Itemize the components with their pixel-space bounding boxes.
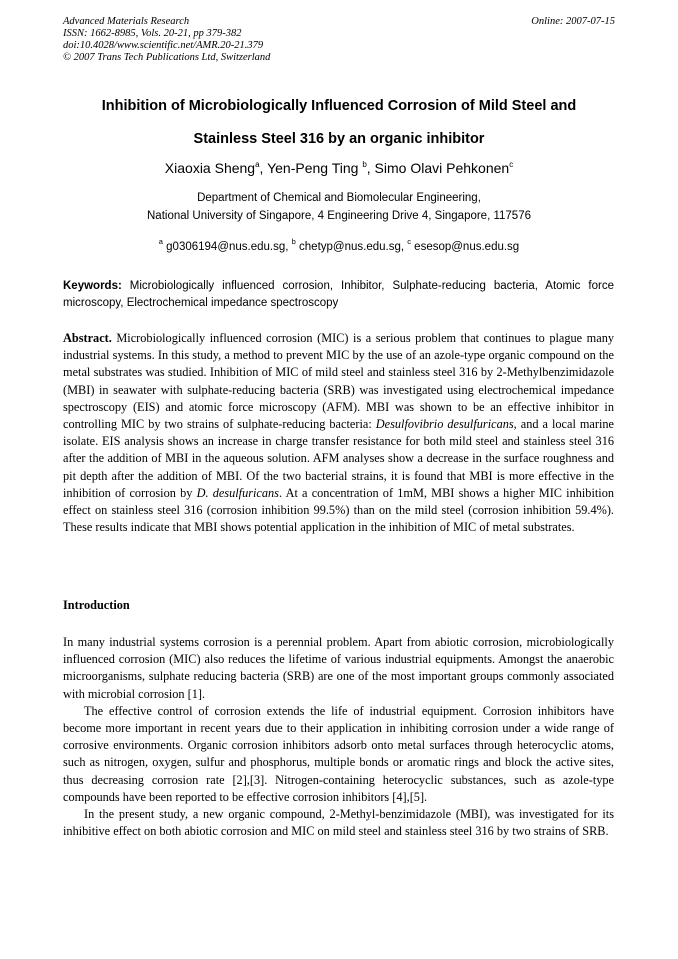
email-list [40, 237, 638, 253]
affiliation-address: National University of Singapore, 4 Engineering Drive 4, Singapore, 117576 [147, 210, 531, 222]
email-address: chetyp@nus.edu.sg, [295, 241, 408, 253]
author-affil-mark: c [509, 160, 514, 169]
email-address: g0306194@nus.edu.sg, [162, 241, 292, 253]
author-name: Simo Olavi Pehkonen [374, 160, 510, 176]
author-list [40, 160, 638, 176]
email-mark: a [158, 237, 163, 246]
journal-name: Advanced Materials Research [63, 16, 190, 27]
author-name: Xiaoxia Sheng [164, 160, 256, 176]
abstract-text: . At a concentration of 1mM, MBI shows a higher MIC inhibition effect on stainless steel 316 (corrosion inhibition 99.5%) than on the mild steel (corrosion inhibition 59.4%). These results indicate that MBI shows potential application in the inhibition of MIC of metal substrates. [63, 485, 614, 535]
section-heading-introduction: Introduction [63, 598, 130, 612]
paragraph: The effective control of corrosion extends the life of industrial equipment. Corrosion inhibitors have become more important in recent years due to their application in inhibiting corrosion under a wide range of corrosive environments. Organic corrosion inhibitors adsorb onto metal surfaces through heterocyclic atoms, such as nitrogen, oxygen, sulfur and phosphorus, multiple bonds or aromatic rings and block the active sites, thus decreasing corrosion rate [2],[3]. Nitrogen-containing heterocyclic substances, such as azole-type compounds have been reported to be effective corrosion inhibitors [4],[5]. [63, 703, 614, 804]
abstract-label: Abstract. [63, 331, 112, 345]
abstract-species: Desulfovibrio desulfuricans, [375, 417, 517, 432]
journal-issn: ISSN: 1662-8985, Vols. 20-21, pp 379-382 [63, 28, 242, 39]
abstract [63, 330, 614, 536]
author-name: Yen-Peng Ting [267, 160, 363, 176]
affiliation-department: Department of Chemical and Biomolecular Engineering, [197, 192, 481, 204]
abstract-species: D. desulfuricans [196, 485, 279, 500]
email-mark: b [291, 237, 296, 246]
title-line-2: Stainless Steel 316 by an organic inhibitor [193, 131, 485, 147]
affiliation [40, 189, 638, 225]
online-date: Online: 2007-07-15 [531, 16, 615, 27]
journal-header [63, 16, 623, 64]
paper-title [40, 90, 638, 156]
email-address: esesop@nus.edu.sg [410, 241, 520, 253]
author-separator: , [259, 160, 268, 176]
journal-copyright: © 2007 Trans Tech Publications Ltd, Switzerland [63, 52, 271, 63]
keywords [63, 278, 614, 312]
author-affil-mark: a [255, 160, 260, 169]
abstract-text: Microbiologically influenced corrosion (MIC) is a serious problem that continues to plague many industrial systems. In this study, a method to prevent MIC by the use of an azole-type organic compound on the metal substrates was studied. Inhibition of MIC of mild steel and stainless steel 316 by 2-Methylbenzimidazole (MBI) in seawater with sulphate-reducing bacteria (SRB) was investigated using electrochemical impedance spectroscopy (EIS) and atomic force microscopy (AFM). MBI was shown to be an effective inhibitor in controlling MIC by two strains of sulphate-reducing bacteria: [63, 331, 614, 432]
author-separator: , [366, 160, 375, 176]
title-line-1: Inhibition of Microbiologically Influenced Corrosion of Mild Steel and [101, 98, 577, 114]
keywords-label: Keywords: [63, 280, 122, 292]
author-affil-mark: b [362, 160, 367, 169]
email-mark: c [407, 237, 411, 246]
journal-doi: doi:10.4028/www.scientific.net/AMR.20-21.379 [63, 40, 264, 51]
keywords-text: Microbiologically influenced corrosion, Inhibitor, Sulphate-reducing bacteria, Atomic force microscopy, Electrochemical impedance spectroscopy [63, 280, 614, 309]
introduction-body [63, 634, 614, 840]
paragraph: In the present study, a new organic compound, 2-Methyl-benzimidazole (MBI), was investigated for its inhibitive effect on both abiotic corrosion and MIC on mild steel and stainless steel 316 by two strains of SRB. [63, 807, 614, 839]
paragraph: In many industrial systems corrosion is a perennial problem. Apart from abiotic corrosion, microbiologically influenced corrosion (MIC) also reduces the lifetime of various industrial equipments. Amongst the anaerobic microorganisms, sulphate reducing bacteria (SRB) are one of the most important groups commonly associated with microbial corrosion [1]. [63, 635, 614, 701]
abstract-text: and a local marine isolate. EIS analysis shows an increase in charge transfer resistance for both mild steel and stainless steel 316 after the addition of MBI in the aqueous solution. AFM analyses show a decrease in the surface roughness and pit depth after the addition of MBI. Of the two bacterial strains, it is found that MBI is more effective in the inhibition of corrosion by [63, 417, 615, 500]
